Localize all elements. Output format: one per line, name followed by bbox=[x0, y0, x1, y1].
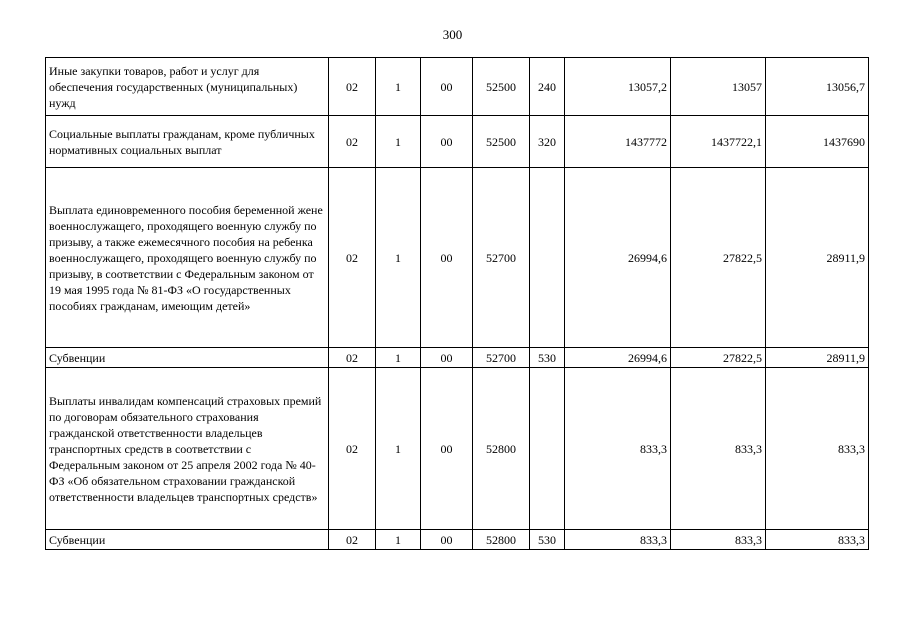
row-csr2: 52500 bbox=[473, 58, 530, 116]
row-value-3: 28911,9 bbox=[766, 348, 869, 368]
row-csr1: 00 bbox=[421, 168, 473, 348]
row-csr1: 00 bbox=[421, 348, 473, 368]
row-csr1: 00 bbox=[421, 116, 473, 168]
row-pr: 1 bbox=[376, 168, 421, 348]
row-rz: 02 bbox=[329, 368, 376, 530]
row-value-3: 28911,9 bbox=[766, 168, 869, 348]
row-name: Социальные выплаты гражданам, кроме публичных нормативных социальных выплат bbox=[46, 116, 329, 168]
row-vr: 240 bbox=[530, 58, 565, 116]
row-value-1: 26994,6 bbox=[565, 168, 671, 348]
row-vr bbox=[530, 368, 565, 530]
row-csr2: 52500 bbox=[473, 116, 530, 168]
row-rz: 02 bbox=[329, 348, 376, 368]
row-pr: 1 bbox=[376, 368, 421, 530]
row-vr: 530 bbox=[530, 530, 565, 550]
row-value-3: 13056,7 bbox=[766, 58, 869, 116]
row-value-1: 833,3 bbox=[565, 368, 671, 530]
row-value-2: 27822,5 bbox=[671, 348, 766, 368]
row-pr: 1 bbox=[376, 530, 421, 550]
row-pr: 1 bbox=[376, 348, 421, 368]
row-value-1: 26994,6 bbox=[565, 348, 671, 368]
row-csr1: 00 bbox=[421, 368, 473, 530]
row-name: Субвенции bbox=[46, 348, 329, 368]
table-row bbox=[46, 116, 869, 168]
row-rz: 02 bbox=[329, 530, 376, 550]
row-csr1: 00 bbox=[421, 58, 473, 116]
row-csr2: 52800 bbox=[473, 368, 530, 530]
table-row bbox=[46, 58, 869, 116]
table-row bbox=[46, 168, 869, 348]
row-value-1: 833,3 bbox=[565, 530, 671, 550]
row-rz: 02 bbox=[329, 58, 376, 116]
row-value-2: 13057 bbox=[671, 58, 766, 116]
row-vr: 530 bbox=[530, 348, 565, 368]
row-rz: 02 bbox=[329, 168, 376, 348]
row-value-2: 833,3 bbox=[671, 368, 766, 530]
row-value-3: 833,3 bbox=[766, 530, 869, 550]
row-value-1: 13057,2 bbox=[565, 58, 671, 116]
row-pr: 1 bbox=[376, 116, 421, 168]
table-row bbox=[46, 368, 869, 530]
row-value-2: 27822,5 bbox=[671, 168, 766, 348]
row-value-2: 1437722,1 bbox=[671, 116, 766, 168]
row-csr2: 52700 bbox=[473, 348, 530, 368]
budget-table bbox=[45, 57, 869, 550]
row-rz: 02 bbox=[329, 116, 376, 168]
row-name: Выплата единовременного пособия беременной жене военнослужащего, проходящего военную службу по призыву, а также ежемесячного пособия на ребенка военнослужащего, проходящего военную службу по призыву, в соответствии с Федеральным законом от 19 мая 1995 года № 81-ФЗ «О государственных пособиях гражданам, имеющим детей» bbox=[46, 168, 329, 348]
row-name: Иные закупки товаров, работ и услуг для обеспечения государственных (муниципальных) нужд bbox=[46, 58, 329, 116]
row-csr2: 52800 bbox=[473, 530, 530, 550]
row-value-1: 1437772 bbox=[565, 116, 671, 168]
row-pr: 1 bbox=[376, 58, 421, 116]
page-number: 300 bbox=[442, 27, 463, 42]
row-value-3: 1437690 bbox=[766, 116, 869, 168]
row-name: Выплаты инвалидам компенсаций страховых премий по договорам обязательного страхования гражданской ответственности владельцев транспортных средств в соответствии с Федеральным законом от 25 апреля 2002 года № 40-ФЗ «Об обязательном страховании гражданской ответственности владельцев транспортных средств» bbox=[46, 368, 329, 530]
row-name: Субвенции bbox=[46, 530, 329, 550]
row-value-2: 833,3 bbox=[671, 530, 766, 550]
table-row bbox=[46, 530, 869, 550]
row-vr: 320 bbox=[530, 116, 565, 168]
row-vr bbox=[530, 168, 565, 348]
row-value-3: 833,3 bbox=[766, 368, 869, 530]
row-csr2: 52700 bbox=[473, 168, 530, 348]
row-csr1: 00 bbox=[421, 530, 473, 550]
table-row bbox=[46, 348, 869, 368]
